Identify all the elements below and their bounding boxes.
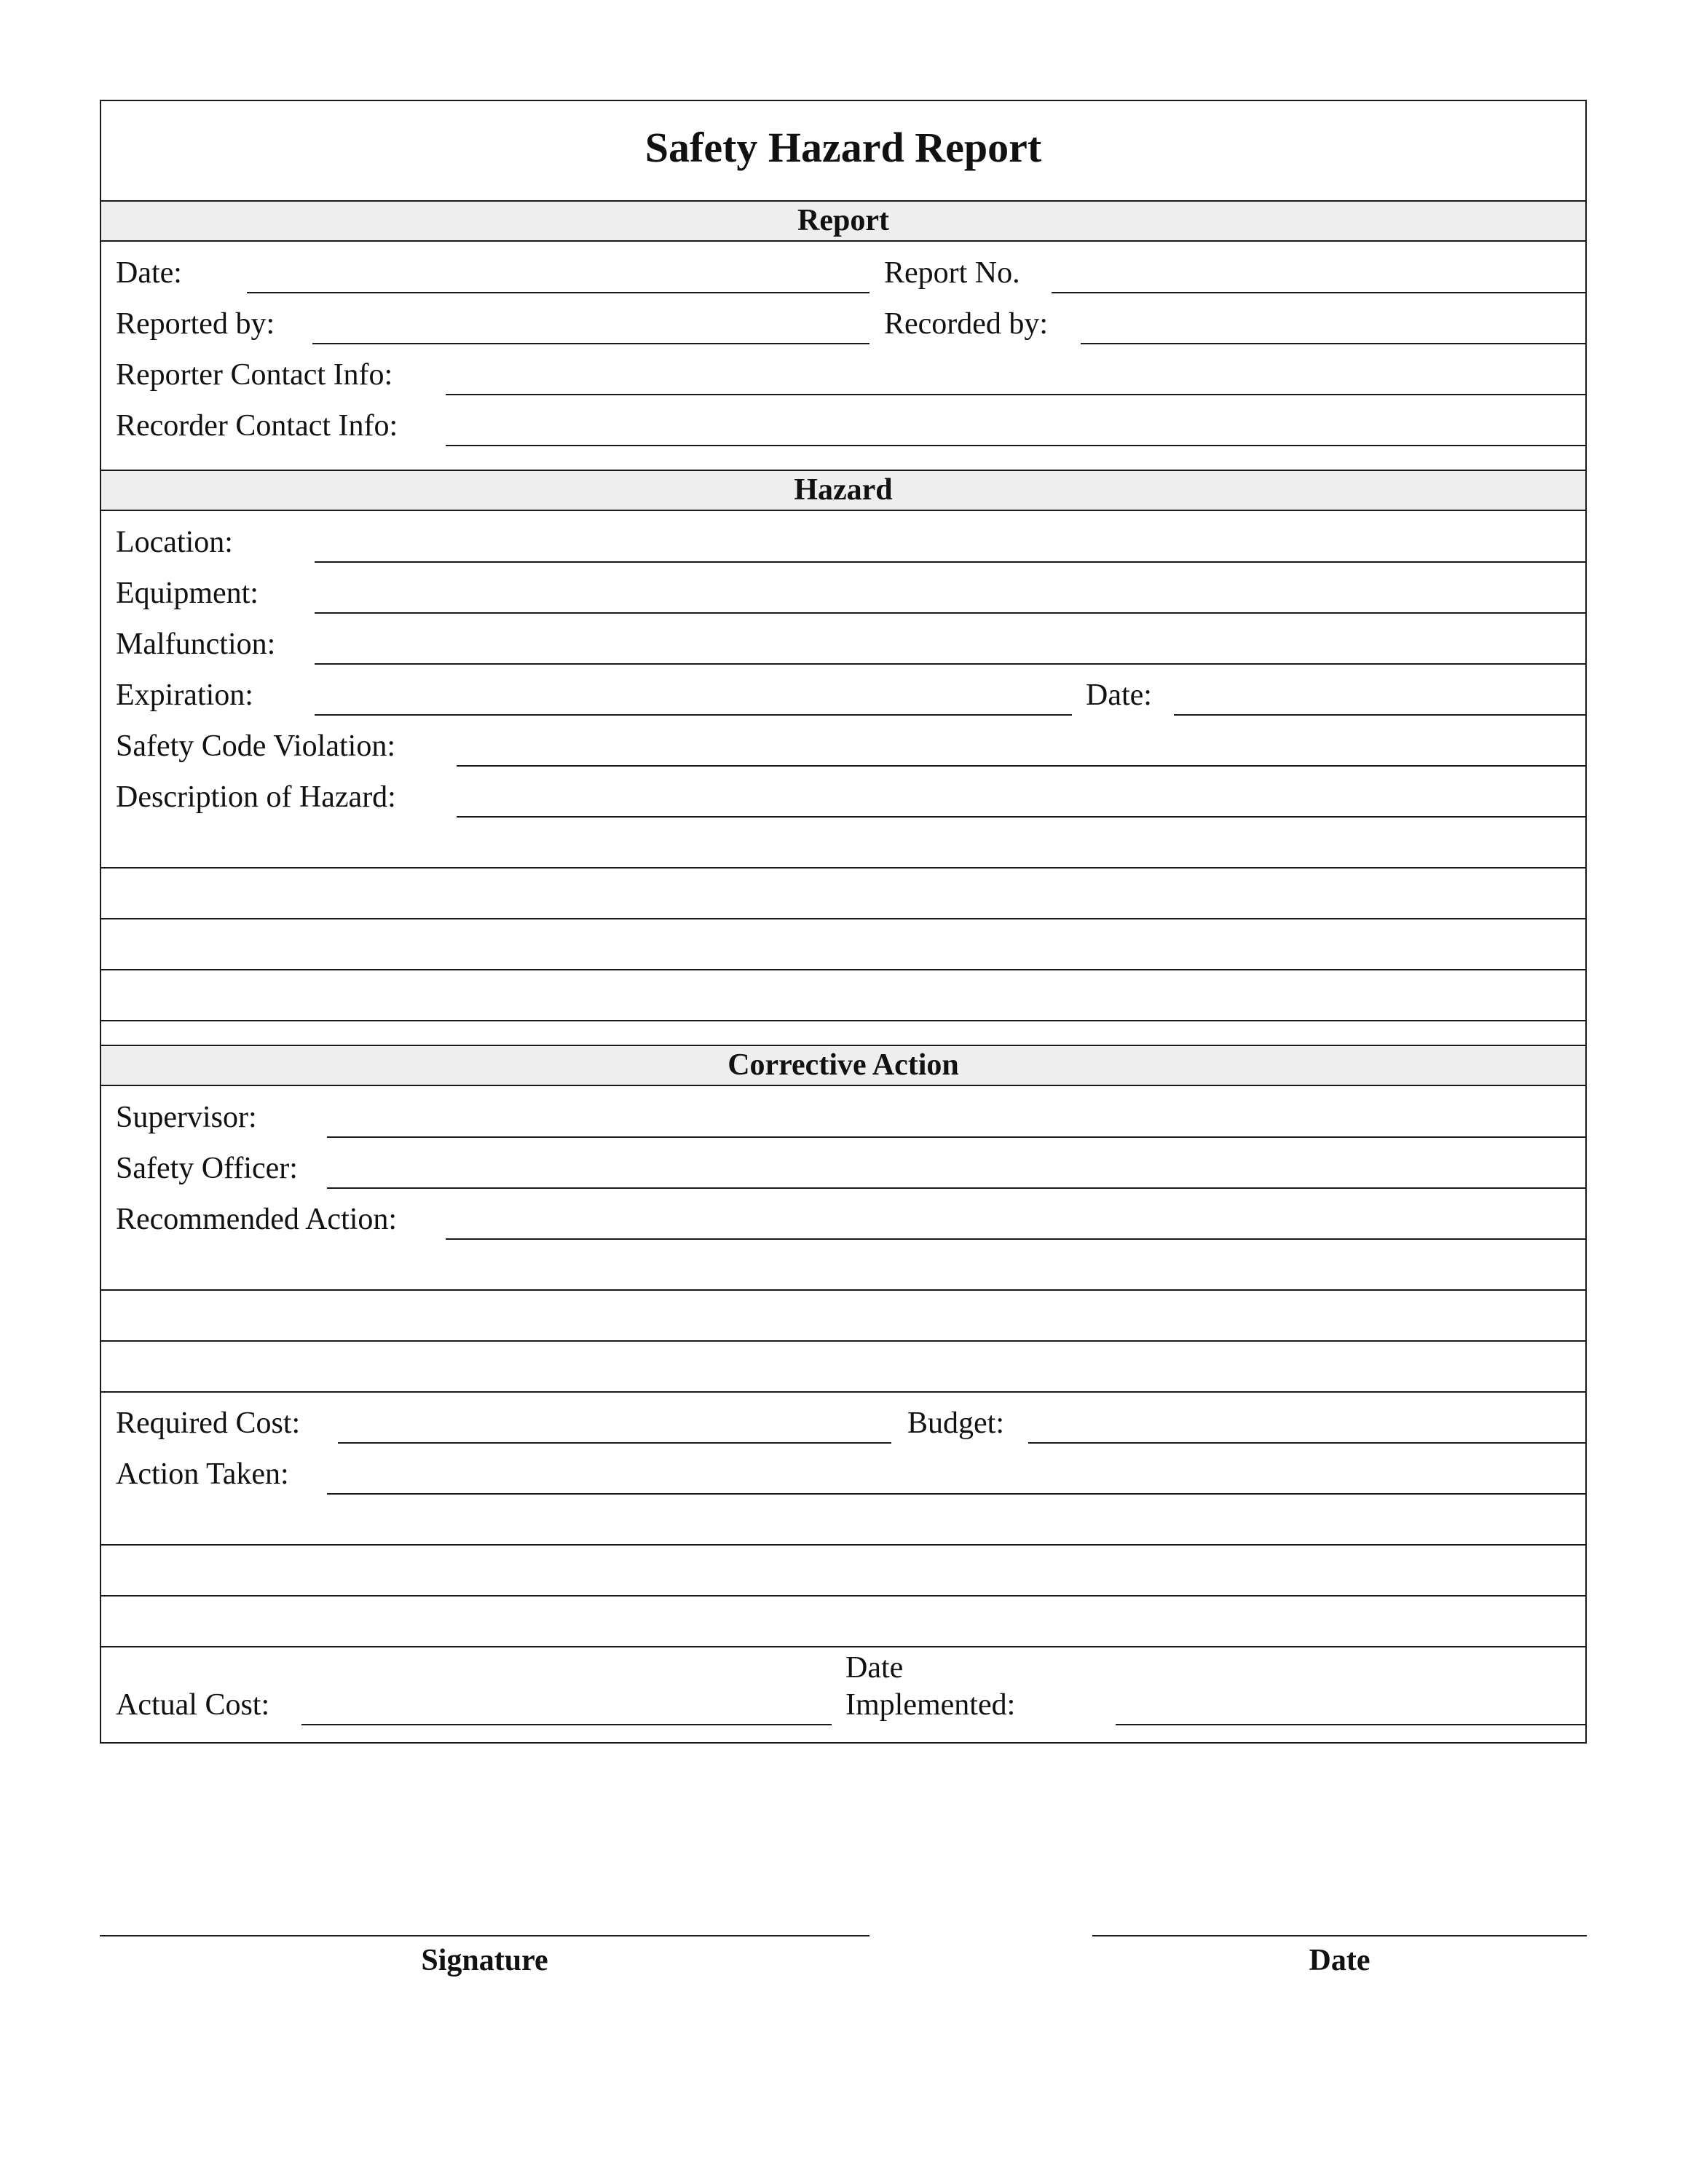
section-divider xyxy=(101,1391,1585,1393)
report-no-field[interactable] xyxy=(1052,292,1585,293)
safety-officer-field[interactable] xyxy=(327,1187,1585,1189)
action-taken-line[interactable] xyxy=(101,1544,1585,1546)
recorder-contact-label: Recorder Contact Info: xyxy=(116,409,398,443)
date-field[interactable] xyxy=(247,292,869,293)
expiration-label: Expiration: xyxy=(116,678,253,712)
actual-cost-label: Actual Cost: xyxy=(116,1688,270,1722)
safety-officer-label: Safety Officer: xyxy=(116,1152,298,1185)
section-header-hazard: Hazard xyxy=(101,470,1585,511)
signature-field[interactable] xyxy=(100,1935,869,1936)
date-implemented-label-line1: Date xyxy=(845,1651,904,1685)
description-line[interactable] xyxy=(101,918,1585,919)
malfunction-field[interactable] xyxy=(315,663,1585,665)
section-header-corrective-action: Corrective Action xyxy=(101,1045,1585,1086)
reported-by-label: Reported by: xyxy=(116,307,275,341)
recorded-by-field[interactable] xyxy=(1081,343,1585,344)
description-label: Description of Hazard: xyxy=(116,780,396,814)
actual-cost-field[interactable] xyxy=(301,1724,832,1725)
recommended-action-label: Recommended Action: xyxy=(116,1203,398,1236)
recommended-action-line[interactable] xyxy=(101,1289,1585,1291)
description-field[interactable] xyxy=(457,816,1585,818)
required-cost-label: Required Cost: xyxy=(116,1406,301,1440)
description-line[interactable] xyxy=(101,867,1585,869)
reporter-contact-label: Reporter Contact Info: xyxy=(116,358,393,392)
expiration-date-label: Date: xyxy=(1086,678,1152,712)
action-taken-field[interactable] xyxy=(327,1493,1585,1495)
signature-date-label: Date xyxy=(1309,1944,1370,1977)
section-header-report: Report xyxy=(101,200,1585,242)
equipment-label: Equipment: xyxy=(116,577,259,610)
reporter-contact-field[interactable] xyxy=(446,394,1585,395)
recommended-action-line[interactable] xyxy=(101,1340,1585,1342)
description-line[interactable] xyxy=(101,969,1585,970)
expiration-date-field[interactable] xyxy=(1174,714,1585,716)
supervisor-field[interactable] xyxy=(327,1136,1585,1138)
recorded-by-label: Recorded by: xyxy=(884,307,1049,341)
form-title: Safety Hazard Report xyxy=(644,124,1042,171)
reported-by-field[interactable] xyxy=(312,343,869,344)
date-implemented-label-line2: Implemented: xyxy=(845,1688,1016,1722)
budget-label: Budget: xyxy=(907,1406,1004,1440)
location-field[interactable] xyxy=(315,561,1585,563)
supervisor-label: Supervisor: xyxy=(116,1101,257,1134)
report-no-label: Report No. xyxy=(884,256,1020,290)
section-divider xyxy=(101,1646,1585,1647)
description-line[interactable] xyxy=(101,1020,1585,1021)
safety-code-violation-field[interactable] xyxy=(457,765,1585,767)
equipment-field[interactable] xyxy=(315,612,1585,614)
location-label: Location: xyxy=(116,526,233,559)
hazard-report-form xyxy=(100,100,1587,1744)
action-taken-line[interactable] xyxy=(101,1595,1585,1597)
recorder-contact-field[interactable] xyxy=(446,445,1585,446)
safety-code-violation-label: Safety Code Violation: xyxy=(116,729,395,763)
date-label: Date: xyxy=(116,256,182,290)
signature-date-field[interactable] xyxy=(1092,1935,1587,1936)
required-cost-field[interactable] xyxy=(338,1442,891,1444)
budget-field[interactable] xyxy=(1028,1442,1585,1444)
date-implemented-field[interactable] xyxy=(1116,1724,1585,1725)
action-taken-label: Action Taken: xyxy=(116,1457,289,1491)
expiration-field[interactable] xyxy=(315,714,1072,716)
signature-label: Signature xyxy=(421,1944,548,1977)
recommended-action-field[interactable] xyxy=(446,1238,1585,1240)
malfunction-label: Malfunction: xyxy=(116,628,276,661)
